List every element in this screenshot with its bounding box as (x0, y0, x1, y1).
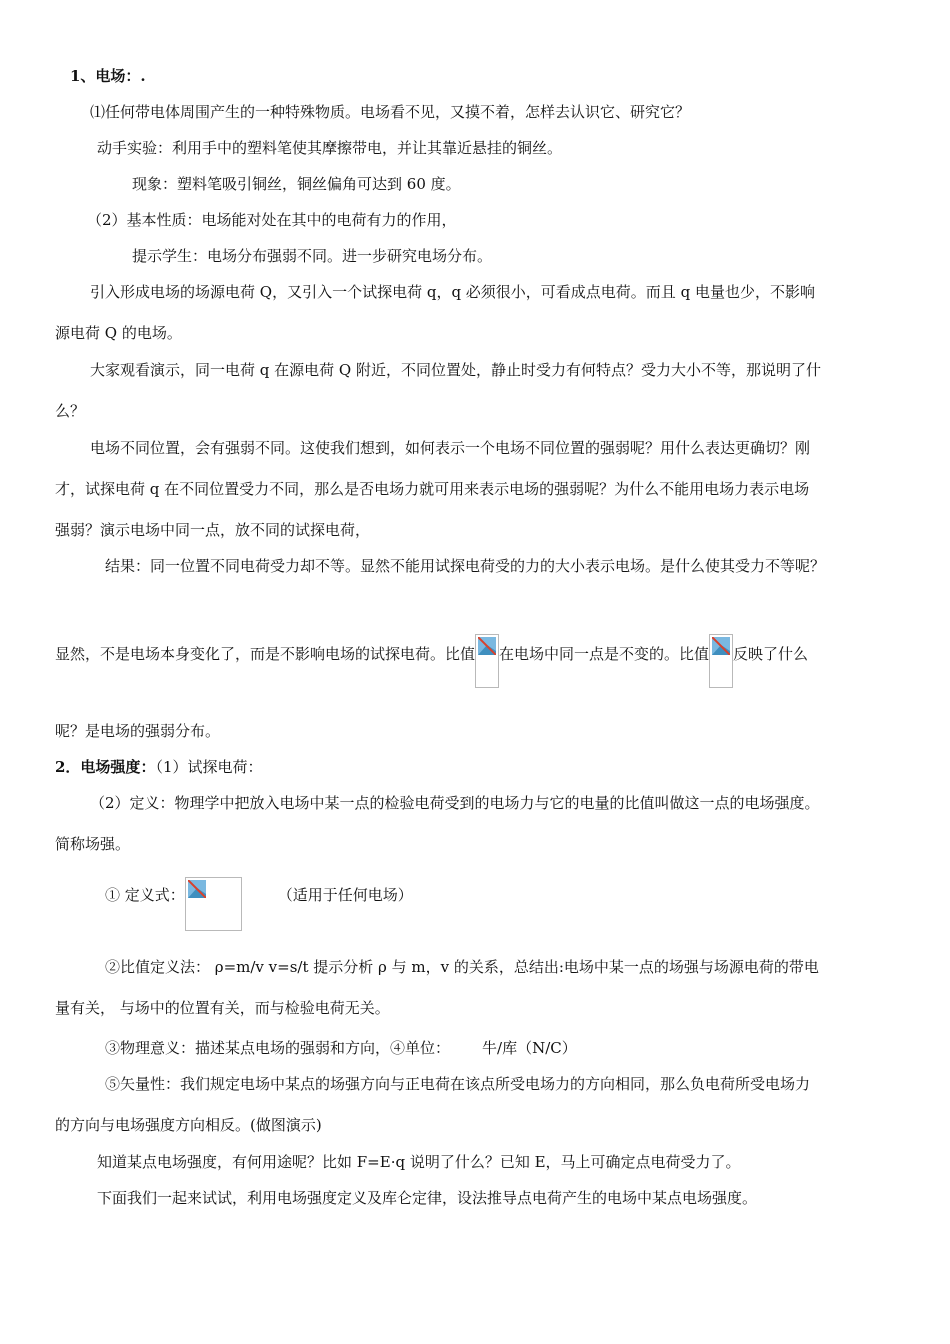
formula-image-placeholder (475, 634, 499, 688)
paragraph: 源电荷 Q 的电场。 (55, 324, 182, 342)
paragraph: 下面我们一起来试试，利用电场强度定义及库仑定律，设法推导点电荷产生的电场中某点电场强度。 (97, 1189, 758, 1207)
text-segment: 显然，不是电场本身变化了，而是不影响电场的试探电荷。比值 (55, 645, 476, 663)
section-heading-field-strength (55, 757, 263, 777)
paragraph: ⑴任何带电体周围产生的一种特殊物质。电场看不见，又摸不着，怎样去认识它、研究它？ (90, 103, 691, 121)
text-segment: ③物理意义：描述某点电场的强弱和方向，④单位： (105, 1039, 451, 1057)
paragraph: 结果：同一位置不同电荷受力却不等。显然不能用试探电荷受的力的大小表示电场。是什么使其受力不等呢？ (105, 557, 826, 575)
definition-label: ① 定义式： (105, 886, 185, 904)
formula-image-placeholder (709, 634, 733, 688)
paragraph: ②比值定义法： ρ=m/v v=s/t 提示分析 ρ 与 m，v 的关系，总结出:电场中某一点的场强与场源电荷的带电 (105, 958, 819, 976)
formula-image-placeholder (185, 877, 242, 931)
broken-image-icon (478, 637, 496, 655)
paragraph: 么？ (55, 402, 86, 420)
paragraph: 量有关， 与场中的位置有关，而与检验电荷无关。 (55, 999, 390, 1017)
definition-line (105, 885, 413, 939)
paragraph: 呢？是电场的强弱分布。 (55, 722, 221, 740)
unit-value: 牛/库（N/C） (482, 1039, 577, 1057)
paragraph: 现象：塑料笔吸引铜丝，铜丝偏角可达到 60 度。 (132, 175, 461, 193)
section-title: 2．电场强度： (55, 758, 156, 776)
section-heading-electric-field: 1、电场：. (70, 67, 146, 85)
paragraph: 才，试探电荷 q 在不同位置受力不同，那么是否电场力就可用来表示电场的强弱呢？为什么不能用电场力表示电场 (55, 480, 810, 498)
subsection-label: （1）试探电荷： (155, 758, 263, 776)
paragraph: 引入形成电场的场源电荷 Q，又引入一个试探电荷 q，q 必须很小，可看成点电荷。而且 q 电量也少，不影响 (90, 283, 815, 301)
paragraph: 大家观看演示，同一电荷 q 在源电荷 Q 附近，不同位置处，静止时受力有何特点？受力大小不等，那说明了什 (90, 361, 821, 379)
paragraph: 动手实验：利用手中的塑料笔使其摩擦带电，并让其靠近悬挂的铜丝。 (97, 139, 563, 157)
paragraph-meaning-unit (105, 1038, 577, 1058)
text-segment: 在电场中同一点是不变的。比值 (499, 645, 710, 663)
paragraph: 的方向与电场强度方向相反。(做图演示) (55, 1116, 322, 1134)
paragraph: 强弱？演示电场中同一点，放不同的试探电荷， (55, 521, 371, 539)
paragraph: （2）基本性质：电场能对处在其中的电荷有力的作用， (87, 211, 457, 229)
definition-note: （适用于任何电场） (277, 886, 413, 904)
paragraph: 知道某点电场强度，有何用途呢？比如 F=E·q 说明了什么？已知 E，马上可确定点电荷受力了。 (97, 1153, 741, 1171)
broken-image-icon (188, 880, 206, 898)
broken-image-icon (712, 637, 730, 655)
paragraph: ⑤矢量性：我们规定电场中某点的场强方向与正电荷在该点所受电场力的方向相同，那么负电荷所受电场力 (105, 1075, 811, 1093)
text-segment: 反映了什么 (733, 645, 809, 663)
paragraph: （2）定义：物理学中把放入电场中某一点的检验电荷受到的电场力与它的电量的比值叫做这一点的电场强度。 (90, 794, 820, 812)
paragraph-ratio (55, 644, 808, 698)
paragraph: 提示学生：电场分布强弱不同。进一步研究电场分布。 (132, 247, 493, 265)
paragraph: 电场不同位置，会有强弱不同。这使我们想到，如何表示一个电场不同位置的强弱呢？用什么表达更确切？刚 (90, 439, 811, 457)
paragraph: 简称场强。 (55, 835, 131, 853)
